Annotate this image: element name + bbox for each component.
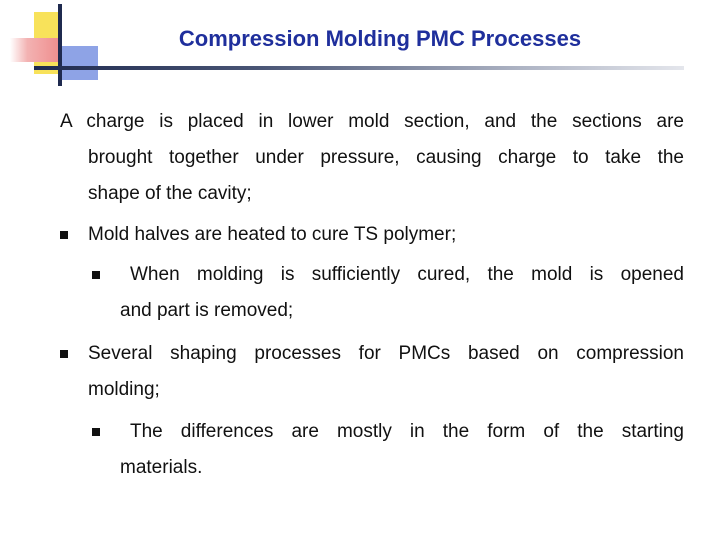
bullet-2-line-2: molding;	[88, 379, 160, 400]
sub-bullet-1-line-1: When molding is sufficiently cured, the mold is opened	[130, 264, 684, 285]
bullet-1-text: Mold halves are heated to cure TS polymer;	[88, 224, 457, 245]
bullet-item-2	[88, 336, 684, 408]
intro-paragraph	[60, 104, 684, 140]
intro-paragraph-cont	[88, 140, 684, 212]
intro-line-2: brought together under pressure, causing charge to take the	[88, 147, 684, 168]
slide-title: Compression Molding PMC Processes	[178, 26, 582, 51]
sub-bullet-item-2	[120, 414, 684, 486]
bullet-marker	[60, 350, 68, 358]
bullet-item-1	[88, 217, 684, 253]
intro-line-1: A charge is placed in lower mold section, and the sections are	[60, 111, 684, 132]
sub-bullet-marker	[92, 271, 100, 279]
sub-bullet-2-line-1: The differences are mostly in the form of the starting	[130, 421, 684, 442]
sub-bullet-item-1	[130, 257, 684, 293]
sub-bullet-1-line-2: and part is removed;	[120, 300, 294, 321]
bullet-marker	[60, 231, 68, 239]
bullet-2-line-1: Several shaping processes for PMCs based on compression	[88, 343, 684, 364]
sub-bullet-marker	[92, 428, 100, 436]
sub-bullet-2-line-2: materials.	[120, 457, 203, 478]
sub-bullet-item-1-cont	[120, 293, 684, 329]
intro-line-3: shape of the cavity;	[88, 183, 252, 204]
